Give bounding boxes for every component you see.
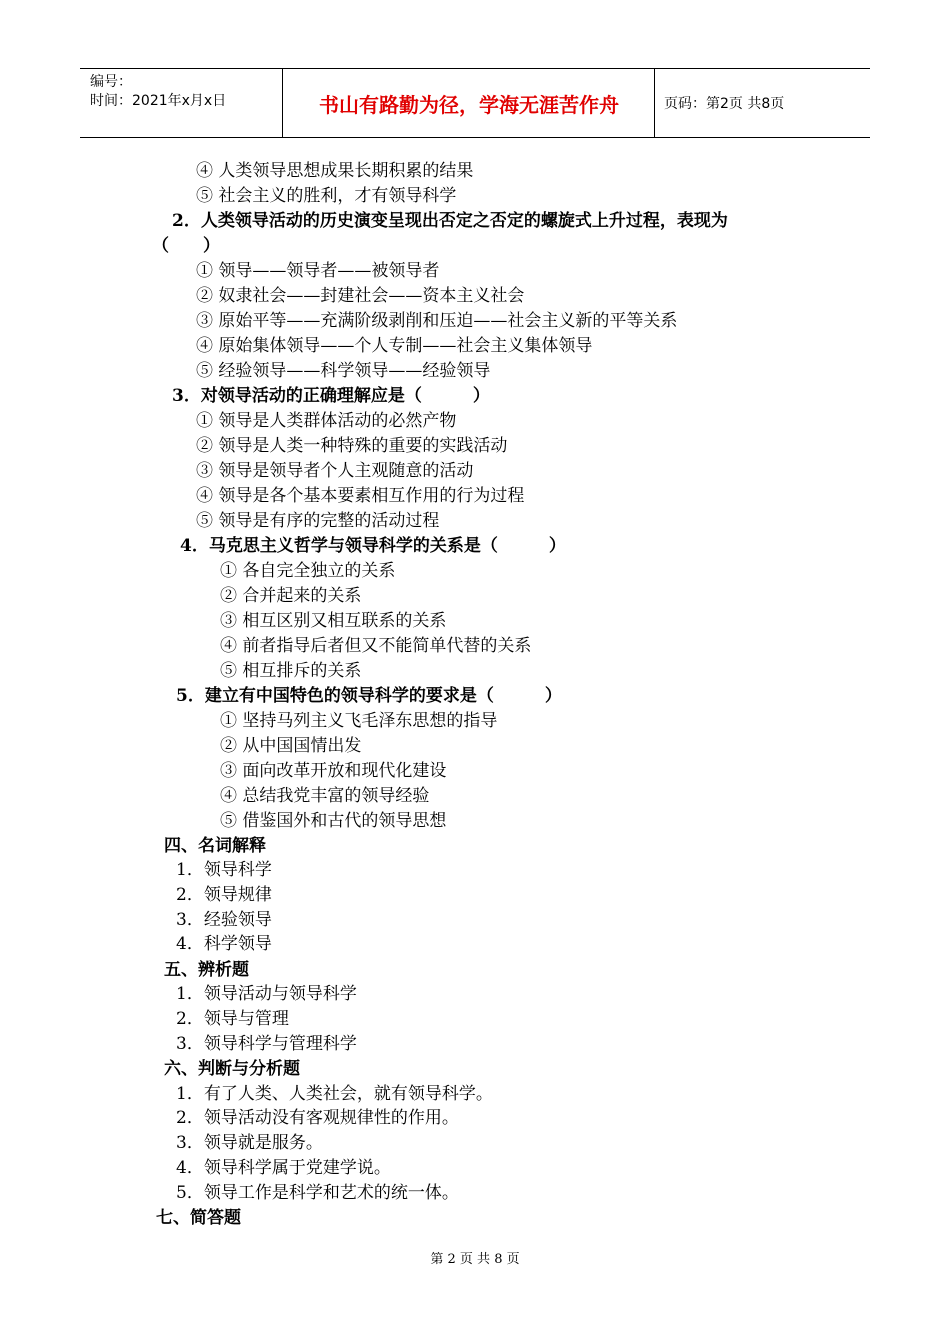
question-stem-continued: （ ） — [152, 236, 220, 256]
list-item: 3．领导就是服务。 — [176, 1133, 323, 1153]
option-item: ⑤ 经验领导——科学领导——经验领导 — [196, 361, 491, 381]
option-item: ⑤ 借鉴国外和古代的领导思想 — [220, 811, 447, 831]
option-item: ④ 总结我党丰富的领导经验 — [220, 786, 430, 806]
option-item: ③ 原始平等——充满阶级剥削和压迫——社会主义新的平等关系 — [196, 311, 678, 331]
option-item: ② 合并起来的关系 — [220, 586, 362, 606]
option-item: ④ 领导是各个基本要素相互作用的行为过程 — [196, 486, 525, 506]
list-item: 3．经验领导 — [176, 910, 272, 930]
question-stem: 2．人类领导活动的历史演变呈现出否定之否定的螺旋式上升过程，表现为 — [172, 211, 728, 231]
header-divider — [282, 69, 283, 137]
list-item: 5．领导工作是科学和艺术的统一体。 — [176, 1183, 459, 1203]
option-item: ③ 领导是领导者个人主观随意的活动 — [196, 461, 474, 481]
page-footer: 第 2 页 共 8 页 — [430, 1252, 520, 1267]
option-item: ① 坚持马列主义飞毛泽东思想的指导 — [220, 711, 498, 731]
list-item: 1．领导活动与领导科学 — [176, 984, 357, 1004]
option-item: ② 领导是人类一种特殊的重要的实践活动 — [196, 436, 508, 456]
list-item: 1．有了人类、人类社会，就有领导科学。 — [176, 1084, 493, 1104]
question-stem: 4．马克思主义哲学与领导科学的关系是（ ） — [180, 536, 566, 556]
list-item: 4．科学领导 — [176, 934, 272, 954]
section-title: 四、名词解释 — [164, 836, 266, 856]
option-item: ② 从中国国情出发 — [220, 736, 362, 756]
section-title: 五、辨析题 — [164, 960, 249, 980]
section-title: 七、简答题 — [156, 1208, 241, 1228]
header-page-number: 页码：第2页 共8页 — [664, 96, 785, 112]
option-item: ② 奴隶社会——封建社会——资本主义社会 — [196, 286, 525, 306]
option-item: ⑤ 领导是有序的完整的活动过程 — [196, 511, 440, 531]
option-item: ① 领导是人类群体活动的必然产物 — [196, 411, 457, 431]
option-item: ⑤ 相互排斥的关系 — [220, 661, 362, 681]
list-item: 2．领导活动没有客观规律性的作用。 — [176, 1108, 459, 1128]
option-item: ⑤ 社会主义的胜利，才有领导科学 — [196, 186, 457, 206]
option-item: ④ 原始集体领导——个人专制——社会主义集体领导 — [196, 336, 593, 356]
time-label: 时间：2021年x月x日 — [90, 93, 227, 109]
list-item: 4．领导科学属于党建学说。 — [176, 1158, 391, 1178]
option-item: ④ 人类领导思想成果长期积累的结果 — [196, 161, 474, 181]
header-motto: 书山有路勤为径，学海无涯苦作舟 — [319, 92, 619, 117]
list-item: 3．领导科学与管理科学 — [176, 1034, 357, 1054]
section-title: 六、判断与分析题 — [164, 1059, 300, 1079]
number-label: 编号： — [90, 74, 132, 90]
option-item: ① 各自完全独立的关系 — [220, 561, 396, 581]
option-item: ④ 前者指导后者但又不能简单代替的关系 — [220, 636, 532, 656]
option-item: ③ 相互区别又相互联系的关系 — [220, 611, 447, 631]
list-item: 1．领导科学 — [176, 860, 272, 880]
list-item: 2．领导规律 — [176, 885, 272, 905]
option-item: ① 领导——领导者——被领导者 — [196, 261, 440, 281]
question-stem: 5．建立有中国特色的领导科学的要求是（ ） — [176, 686, 562, 706]
header-meta — [90, 73, 226, 111]
option-item: ③ 面向改革开放和现代化建设 — [220, 761, 447, 781]
page-header — [80, 68, 870, 138]
header-divider — [654, 69, 655, 137]
list-item: 2．领导与管理 — [176, 1009, 289, 1029]
question-stem: 3．对领导活动的正确理解应是（ ） — [172, 386, 490, 406]
